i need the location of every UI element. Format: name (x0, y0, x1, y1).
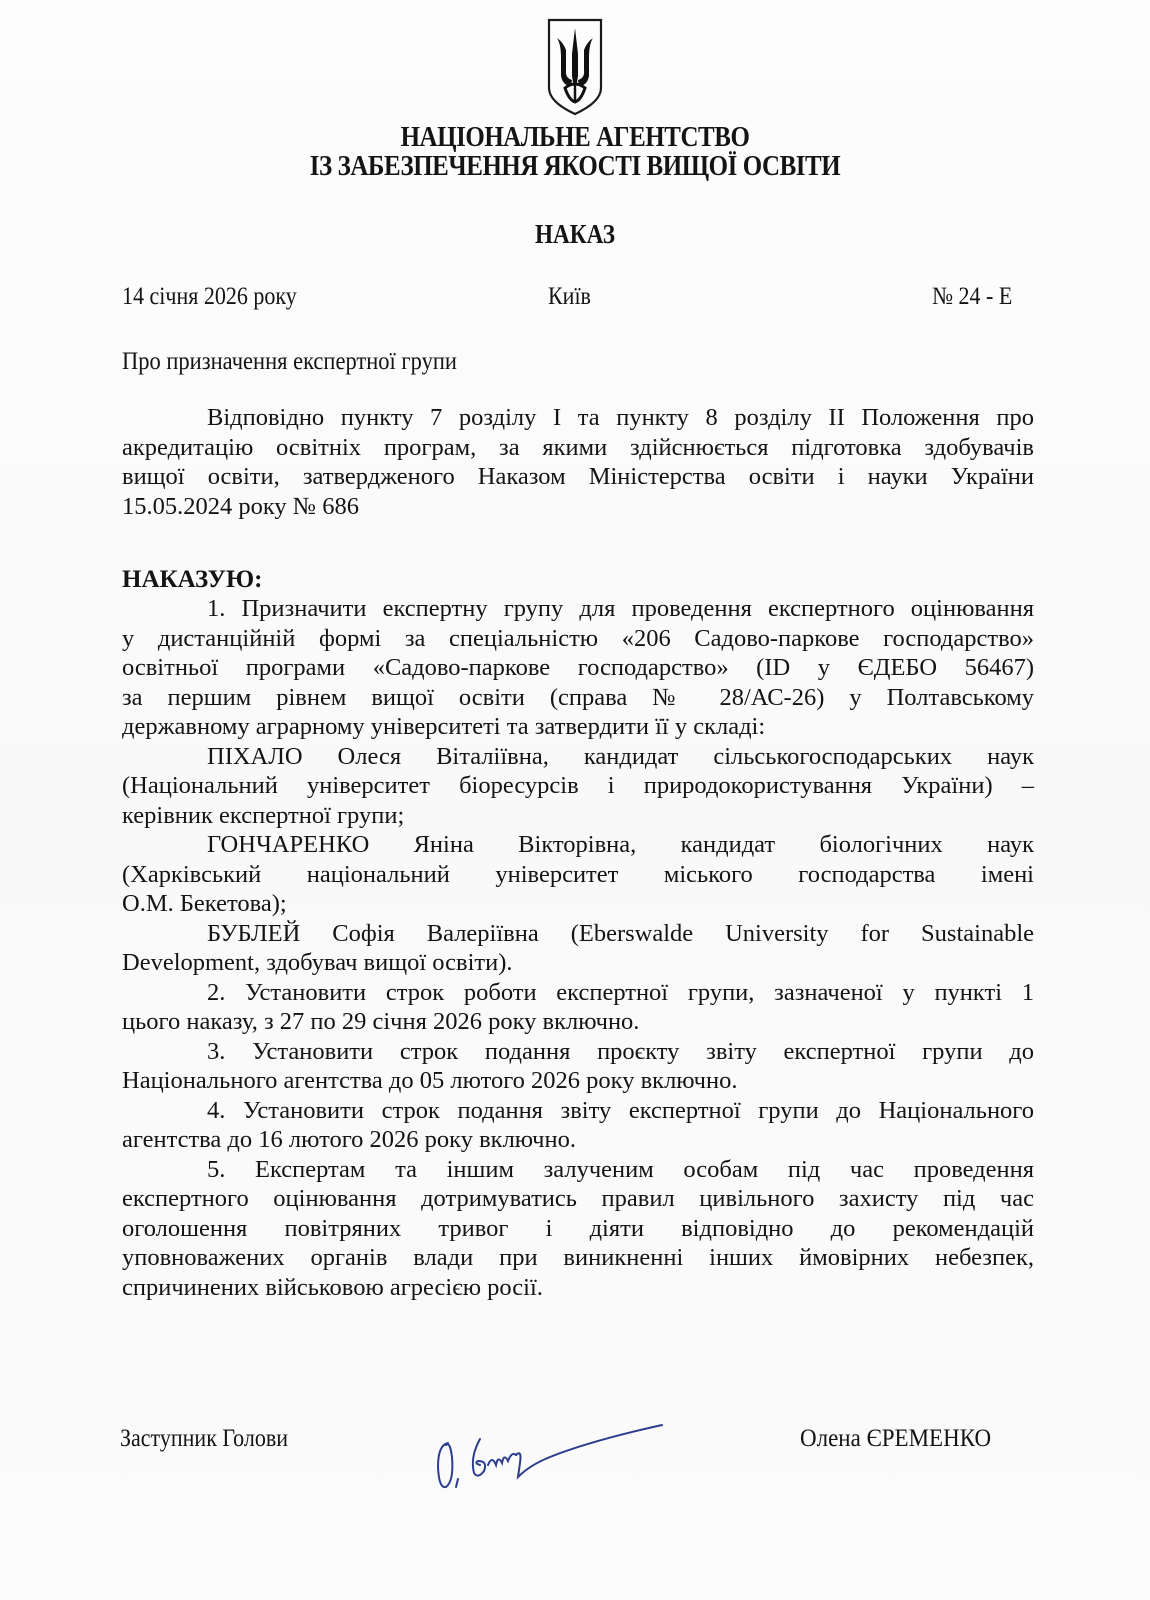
item-5-line: уповноважених органів влади при виникненні інших ймовірних небезпек, (122, 1244, 1034, 1271)
coat-of-arms-icon (545, 14, 605, 118)
agency-name-line-2: ІЗ ЗАБЕЗПЕЧЕННЯ ЯКОСТІ ВИЩОЇ ОСВІТИ (309, 150, 841, 182)
item-4-line: агентства до 16 лютого 2026 року включно. (122, 1126, 576, 1153)
expert-pikhalo-line: (Національний університет біоресурсів і природокористування України) – (122, 772, 1034, 799)
expert-honcharenko-line: О.М. Бекетова); (122, 890, 287, 917)
item-5-line: спричинених військовою агресією росії. (122, 1273, 543, 1301)
preamble-line: вищої освіти, затвердженого Наказом Міністерства освіти і науки України (122, 463, 1034, 490)
expert-bubley-line: Development, здобувач вищої освіти). (122, 949, 513, 976)
preamble-paragraph (122, 403, 1034, 521)
item-1-line: за першим рівнем вищої освіти (справа № 28/АС-26) у Полтавському (122, 683, 1034, 711)
item-1-line: освітньої програми «Садово-паркове господарство» (ID у ЄДЕБО 56467) (122, 654, 1034, 681)
expert-bubley-line: БУБЛЕЙ Софія Валеріївна (Eberswalde University for Sustainable (207, 919, 1034, 947)
order-subject: Про призначення експертної групи (122, 348, 457, 375)
item-2-line: цього наказу, з 27 по 29 січня 2026 року включно. (122, 1008, 640, 1035)
order-number: № 24 - Е (932, 283, 1013, 310)
item-4-line: 4. Установити строк подання звіту експертної групи до Національного (207, 1096, 1034, 1124)
item-5-line: оголошення повітряних тривог і діяти відповідно до рекомендацій (122, 1214, 1034, 1242)
item-1-line: у дистанційній формі за спеціальністю «206 Садово-паркове господарство» (122, 624, 1034, 652)
order-date: 14 січня 2026 року (122, 283, 297, 310)
expert-pikhalo-line: керівник експертної групи; (122, 801, 405, 829)
preamble-line: 15.05.2024 року № 686 (122, 492, 360, 520)
decree-items (122, 594, 1034, 1302)
order-city: Київ (548, 283, 591, 310)
expert-honcharenko-line: (Харківський національний університет міського господарства імені (122, 860, 1034, 888)
handwritten-signature-icon (430, 1405, 680, 1505)
expert-pikhalo-line: ПІХАЛО Олеся Віталіївна, кандидат сільськогосподарських наук (207, 742, 1034, 770)
preamble-line: Відповідно пункту 7 розділу І та пункту 8 розділу ІІ Положення про (207, 404, 1034, 431)
expert-honcharenko-line: ГОНЧАРЕНКО Яніна Вікторівна, кандидат біологічних наук (207, 831, 1034, 858)
item-1-line: державному аграрному університеті та затвердити її у складі: (122, 713, 766, 740)
item-1-line: 1. Призначити експертну групу для проведення експертного оцінювання (207, 595, 1034, 622)
document-title: НАКАЗ (534, 219, 616, 249)
item-2-line: 2. Установити строк роботи експертної групи, зазначеної у пункті 1 (207, 978, 1034, 1006)
agency-name-line-1: НАЦІОНАЛЬНЕ АГЕНТСТВО (400, 121, 750, 153)
preamble-line: акредитацію освітніх програм, за якими здійснюється підготовка здобувачів (122, 433, 1034, 461)
item-5-line: 5. Експертам та іншим залученим особам під час проведення (207, 1155, 1034, 1183)
signatory-name: Олена ЄРЕМЕНКО (800, 1425, 992, 1452)
signatory-position: Заступник Голови (120, 1425, 289, 1452)
item-3-line: 3. Установити строк подання проєкту звіту експертної групи до (207, 1037, 1034, 1065)
item-3-line: Національного агентства до 05 лютого 2026 року включно. (122, 1067, 738, 1094)
item-5-line: експертного оцінювання дотримуватись правил цивільного захисту під час (122, 1185, 1034, 1212)
decree-label: НАКАЗУЮ: (122, 566, 263, 593)
